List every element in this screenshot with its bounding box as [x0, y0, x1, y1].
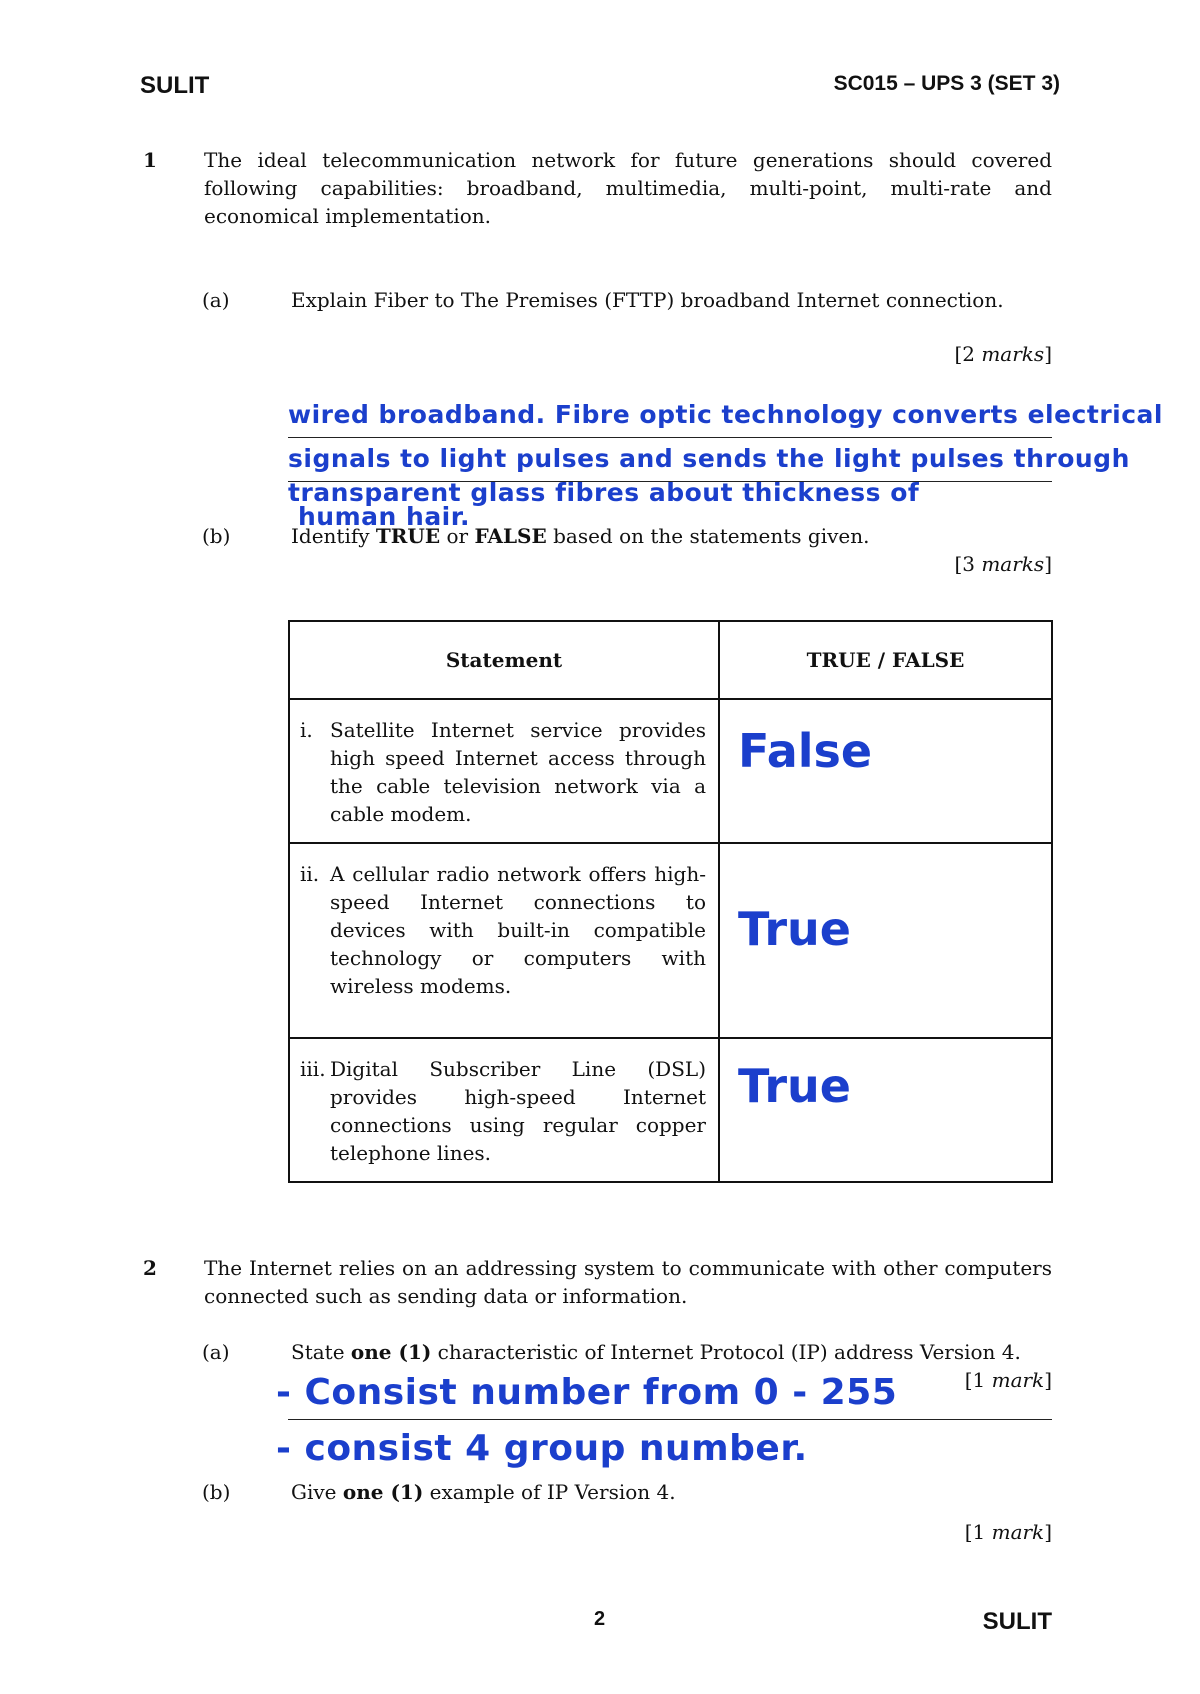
q2b-marks: [1 mark]: [964, 1520, 1052, 1544]
footer-right: SULIT: [982, 1608, 1052, 1635]
statement-cell: [289, 1038, 719, 1182]
q2b-label: (b): [202, 1480, 231, 1504]
q2a-label: (a): [202, 1340, 230, 1364]
table-row: [289, 699, 1052, 843]
q2-number: 2: [143, 1256, 157, 1280]
q1a-marks: [2 marks]: [954, 342, 1052, 366]
handwritten-answer-line: - consist 4 group number.: [276, 1428, 808, 1469]
handwritten-answer-line: - Consist number from 0 - 255: [276, 1372, 898, 1413]
table-row: [289, 843, 1052, 1038]
answer-line: [288, 437, 1052, 438]
q1b-question: Identify TRUE or FALSE based on the statements given.: [291, 524, 870, 548]
handwritten-answer-line: human hair.: [298, 502, 471, 531]
table-header-row: [289, 621, 1052, 699]
q1b-label: (b): [202, 524, 231, 548]
statement-text: Satellite Internet service provides high speed Internet access through the cable television network via a cable modem.: [330, 718, 706, 826]
header-left: SULIT: [140, 72, 210, 99]
header-right: SC015 – UPS 3 (SET 3): [833, 72, 1060, 95]
q2b-question: Give one (1) example of IP Version 4.: [291, 1480, 676, 1504]
handwritten-answer: True: [738, 1059, 851, 1113]
answer-line: [288, 1419, 1052, 1420]
q2a-question: State one (1) characteristic of Internet Protocol (IP) address Version 4.: [291, 1340, 1021, 1364]
column-header-true-false: TRUE / FALSE: [719, 621, 1052, 699]
q2a-marks: [1 mark]: [964, 1368, 1052, 1392]
statement-number: iii.: [300, 1057, 326, 1081]
statement-number: i.: [300, 718, 313, 742]
statement-cell: [289, 843, 719, 1038]
statement-cell: [289, 699, 719, 843]
statement-text: Digital Subscriber Line (DSL) provides high-speed Internet connections using regular copper telephone lines.: [330, 1057, 706, 1165]
answer-cell: [719, 843, 1052, 1038]
column-header-statement: Statement: [289, 621, 719, 699]
q1a-question: Explain Fiber to The Premises (FTTP) broadband Internet connection.: [291, 288, 1004, 312]
true-false-table: [288, 620, 1053, 1183]
table-row: [289, 1038, 1052, 1182]
handwritten-answer: False: [738, 724, 873, 778]
statement-text: A cellular radio network offers high-speed Internet connections to devices with built-in compatible technology or computers with wireless modems.: [330, 862, 706, 998]
q1-intro: The ideal telecommunication network for future generations should covered following capabilities: broadband, multimedia, multi-point, multi-rate and economical implementation.: [204, 148, 1052, 228]
answer-cell: [719, 699, 1052, 843]
q1a-label: (a): [202, 288, 230, 312]
handwritten-answer-line: transparent glass fibres about thickness of: [288, 478, 920, 507]
statement-number: ii.: [300, 862, 320, 886]
q1-number: 1: [143, 148, 157, 172]
answer-cell: [719, 1038, 1052, 1182]
q1b-marks: [3 marks]: [954, 552, 1052, 576]
handwritten-answer-line: signals to light pulses and sends the light pulses through: [288, 444, 1130, 473]
q2-intro: The Internet relies on an addressing system to communicate with other computers connected such as sending data or information.: [204, 1256, 1052, 1308]
handwritten-answer-line: wired broadband. Fibre optic technology converts electrical: [288, 400, 1163, 429]
handwritten-answer: True: [738, 902, 851, 956]
page-number: 2: [594, 1608, 606, 1630]
